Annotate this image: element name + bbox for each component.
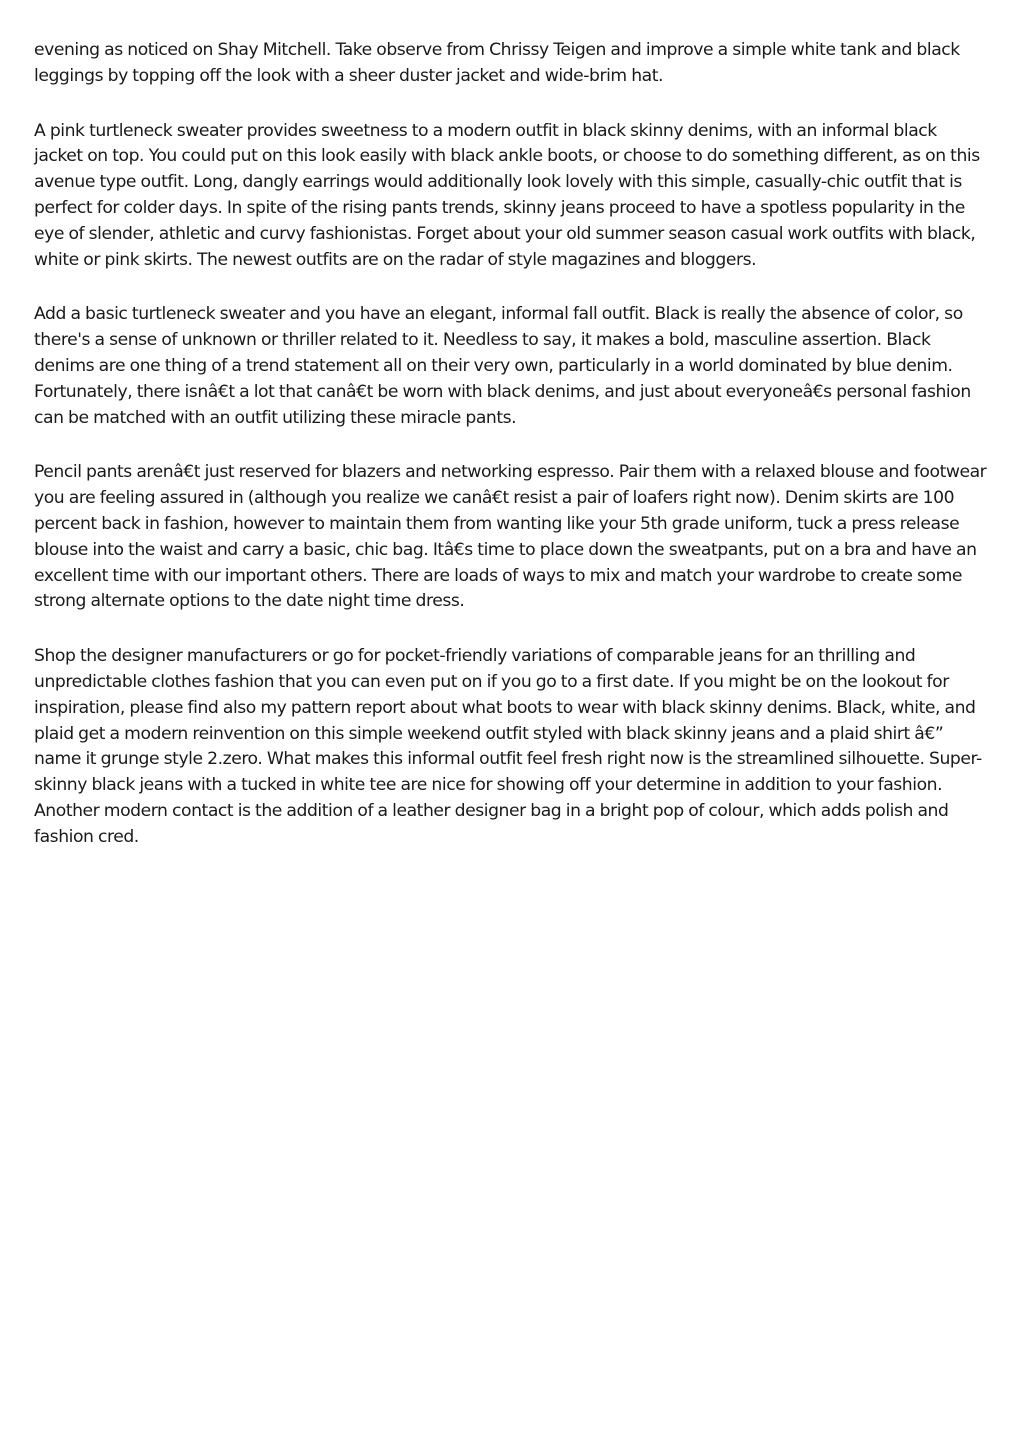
paragraph-3: Add a basic turtleneck sweater and you have an elegant, informal fall outfit. Black is really the absence of color, so there's a sense of unknown or thriller related to it. Needless to say, it makes a bold, masculine assertion. Black denims are one thing of a trend statement all on their very own, particularly in a world dominated by blue denim. Fortunately, there isnâ€t a lot that canâ€t be worn with black denims, and just about everyoneâ€s personal fashion can be matched with an outfit utilizing these miracle pants. xyxy=(34,304,971,428)
paragraph-2: A pink turtleneck sweater provides sweetness to a modern outfit in black skinny denims, with an informal black jacket on top. You could put on this look easily with black ankle boots, or choose to do something different, as on this avenue type outfit. Long, dangly earrings would additionally look lovely with this simple, casually-chic outfit that is perfect for colder days. In spite of the rising pants trends, skinny jeans proceed to have a spotless popularity in the eye of slender, athletic and curvy fashionistas. Forget about your old summer season casual work outfits with black, white or pink skirts. The newest outfits are on the radar of style magazines and bloggers. xyxy=(34,120,980,270)
paragraph-1: evening as noticed on Shay Mitchell. Take observe from Chrissy Teigen and improve a simple white tank and black leggings by topping off the look with a sheer duster jacket and wide-brim hat. xyxy=(34,40,960,86)
paragraph-4: Pencil pants arenâ€t just reserved for blazers and networking espresso. Pair them with a relaxed blouse and footwear you are feeling assured in (although you realize we canâ€t resist a pair of loafers right now). Denim skirts are 100 percent back in fashion, however to maintain them from wanting like your 5th grade uniform, tuck a press release blouse into the waist and carry a basic, chic bag. Itâ€s time to place down the sweatpants, put on a bra and have an excellent time with our important others. There are loads of ways to mix and match your wardrobe to create some strong alternate options to the date night time dress. xyxy=(34,462,987,612)
document-page xyxy=(34,38,990,880)
paragraph-5: Shop the designer manufacturers or go for pocket-friendly variations of comparable jeans for an thrilling and unpredictable clothes fashion that you can even put on if you go to a first date. If you might be on the lookout for inspiration, please find also my pattern report about what boots to wear with black skinny denims. Black, white, and plaid get a modern reinvention on this simple weekend outfit styled with black skinny jeans and a plaid shirt â€” name it grunge style 2.zero. What makes this informal outfit feel fresh right now is the streamlined silhouette. Super-skinny black jeans with a tucked in white tee are nice for showing off your determine in addition to your fashion. Another modern contact is the addition of a leather designer bag in a bright pop of colour, which adds polish and fashion cred. xyxy=(34,646,982,847)
